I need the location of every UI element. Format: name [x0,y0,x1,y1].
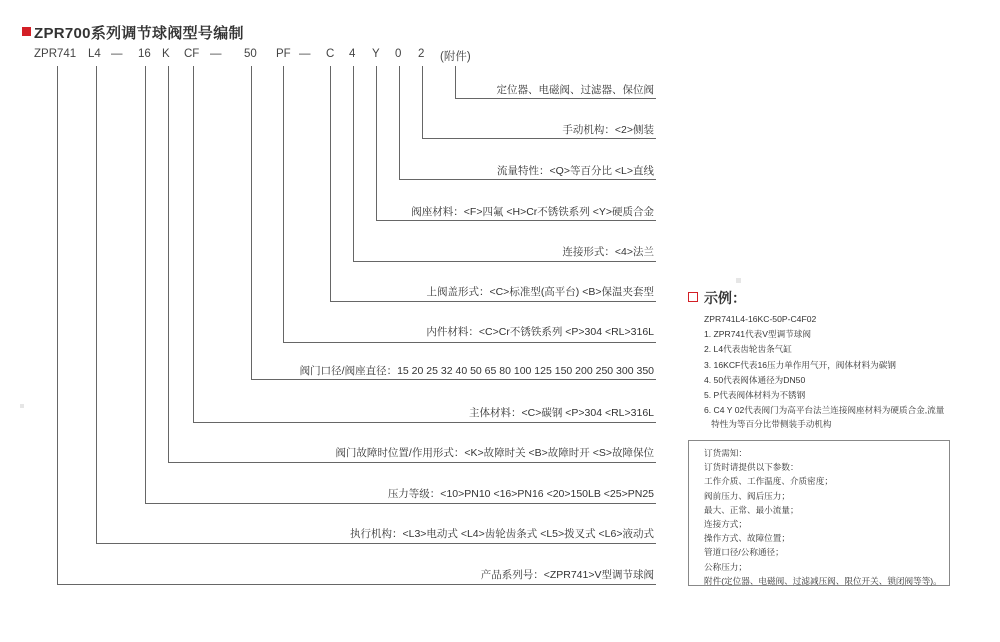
leader-v-pressure [145,66,146,503]
code-dash-2: — [210,48,222,60]
leader-h-trim [283,342,656,343]
page-title: ZPR700系列调节球阀型号编制 [34,25,244,42]
desc-trim: 内件材料：<C>Cr不锈铁系列 <P>304 <RL>316L [426,326,654,338]
leader-v-series [57,66,58,584]
code-bonnet: C [326,48,335,60]
leader-h-body [193,422,656,423]
desc-manual: 手动机构：<2>侧装 [562,124,654,136]
order-line: 附件(定位器、电磁阀、过滤减压阀、限位开关、锁闭阀等等)。 [704,575,942,586]
code-connection: 4 [349,48,356,60]
title-marker-icon [22,27,31,36]
example-line: 2. L4代表齿轮齿条气缸 [704,344,792,355]
code-seat: Y [372,48,380,60]
decor-dot [736,278,741,283]
leader-v-body [193,66,194,422]
desc-fault: 阀门故障时位置/作用形式：<K>故障时关 <B>故障时开 <S>故障保位 [335,447,654,459]
leader-v-accessory [455,66,456,98]
order-notes-list [704,446,942,588]
order-line: 订货时请提供以下参数： [704,462,799,473]
desc-pressure: 压力等级：<10>PN10 <16>PN16 <20>150LB <25>PN25 [387,488,654,500]
leader-h-bonnet [330,301,656,302]
example-title: 示例： [704,290,746,306]
example-line: 3. 16KCF代表16压力单作用气开，阀体材料为碳钢 [704,359,896,370]
leader-h-seat [376,220,656,221]
leader-h-series [57,584,656,585]
desc-actuator: 执行机构：<L3>电动式 <L4>齿轮齿条式 <L5>拨叉式 <L6>液动式 [349,528,654,540]
leader-h-accessory [455,98,656,99]
example-line: ZPR741L4-16KC-50P-C4F02 [704,314,817,324]
leader-h-actuator [96,543,656,544]
code-fault: K [162,48,170,60]
order-line: 公称压力； [704,561,747,572]
code-size: 50 [244,48,257,60]
desc-seat: 阀座材料：<F>四氟 <H>Cr不锈铁系列 <Y>硬质合金 [411,206,654,218]
code-body: CF [184,48,200,60]
leader-v-connection [353,66,354,261]
example-marker-icon [688,292,698,302]
leader-h-pressure [145,503,656,504]
order-line: 订货需知： [704,448,747,458]
order-line: 连接方式； [704,519,747,530]
order-line: 阀前压力、阀后压力； [704,490,790,501]
order-line: 管道口径/公称通径； [704,547,784,558]
code-manual: 2 [418,48,425,60]
decor-dot [20,404,24,408]
desc-connection: 连接形式：<4>法兰 [562,246,654,258]
example-line: 6. C4 Y 02代表阀门为高平台法兰连接阀座材料为硬质合金,流量 [704,405,945,416]
example-line: 1. ZPR741代表V型调节球阀 [704,329,811,340]
leader-h-connection [353,261,656,262]
leader-h-manual [422,138,656,139]
order-line: 工作介质、工作温度、介质密度； [704,476,833,487]
leader-h-size [251,379,656,380]
code-trim: PF [276,48,291,60]
code-flow: 0 [395,48,402,60]
desc-flow: 流量特性：<Q>等百分比 <L>直线 [497,165,654,177]
code-dash-3: — [299,48,311,60]
leader-h-fault [168,462,656,463]
leader-v-manual [422,66,423,138]
example-list [704,312,944,430]
code-accessory: (附件) [440,51,471,63]
leader-h-flow [399,179,656,180]
desc-accessory: 定位器、电磁阀、过滤器、保位阀 [496,84,654,96]
leader-v-flow [399,66,400,179]
order-line: 操作方式、故障位置； [704,533,790,544]
leader-v-fault [168,66,169,462]
leader-v-trim [283,66,284,342]
code-dash-1: — [111,48,123,60]
desc-series: 产品系列号：<ZPR741>V型调节球阀 [480,569,654,581]
leader-v-seat [376,66,377,220]
leader-v-size [251,66,252,379]
desc-body: 主体材料：<C>碳钢 <P>304 <RL>316L [468,407,654,419]
code-series: ZPR741 [34,48,77,60]
desc-bonnet: 上阀盖形式：<C>标准型(高平台) <B>保温夹套型 [426,286,654,298]
example-line: 特性为等百分比带侧装手动机构 [704,419,832,430]
example-line: 5. P代表阀体材料为不锈钢 [704,390,806,401]
order-line: 最大、正常、最小流量； [704,504,799,515]
example-line: 4. 50代表阀体通径为DN50 [704,374,806,385]
code-pressure: 16 [138,48,151,60]
desc-size: 阀门口径/阀座直径：15 20 25 32 40 50 65 80 100 125 150 200 250 300 350 [299,365,654,377]
leader-v-bonnet [330,66,331,301]
code-actuator: L4 [88,48,101,60]
leader-v-actuator [96,66,97,543]
